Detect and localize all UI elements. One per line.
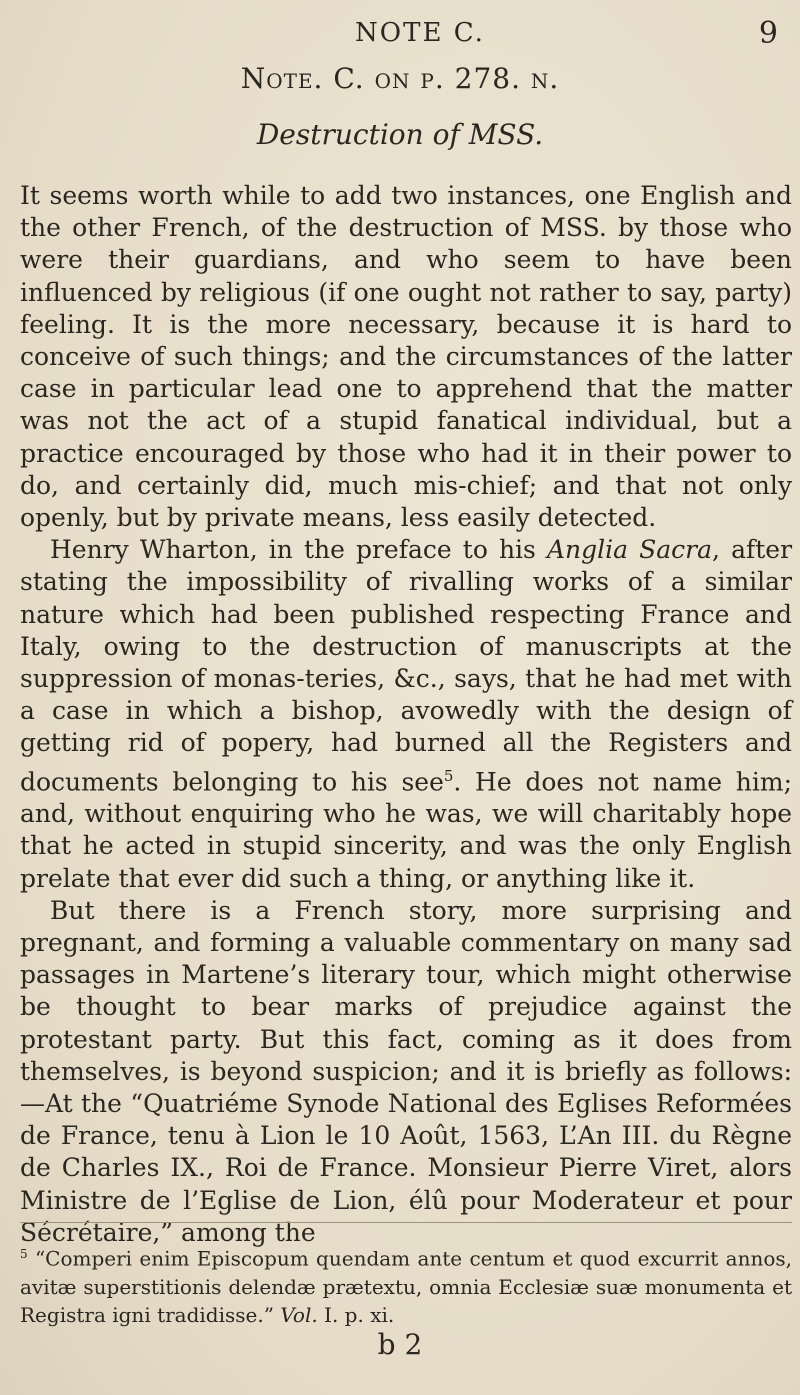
footnote-rule (20, 1222, 792, 1223)
paragraph-2-part-2: , after stating the impossibility of rivalling works of a similar nature which had been published respecting France and Italy, owing to the destruction of manuscripts at the suppression of monas-teries, &c., says, that he had met with a case in which a bishop, avowedly with the design of getting rid of popery, had burned all the Registers and documents belonging to his see (20, 535, 793, 796)
footnote-text: “Comperi enim Episcopum quendam ante centum et quod excurrit annos, avitæ superstitionis delendæ prætextu, omnia Ecclesiæ suæ monumenta et Registra igni tradidisse.” (20, 1246, 792, 1327)
footnote (20, 1240, 792, 1329)
footnote-number: 5 (20, 1247, 28, 1261)
footnote-source-vol: Vol. (280, 1302, 318, 1327)
running-title: NOTE C. (355, 18, 485, 48)
signature-mark: b 2 (377, 1328, 423, 1361)
paragraph-3: But there is a French story, more surprising and pregnant, and forming a valuable commentary on many sad passages in Martene’s literary tour, which might otherwise be thought to bear marks of prejudice against the protestant party. But this fact, coming as it does from themselves, is beyond suspicion; and it is briefly as follows:—At the “Quatriéme Synode National des Eglises Reformées de France, tenu à Lion le 10 Août, 1563, L’An III. du Règne de Charles IX., Roi de France. Monsieur Pierre Viret, alors Ministre de l’Eglise de Lion, élû pour Moderateur et pour Sécrétaire,” among the (20, 895, 792, 1247)
footnote-reference: 5 (443, 766, 454, 785)
paragraph-2-part-1: Henry Wharton, in the preface to his (50, 535, 547, 565)
page-number: 9 (758, 16, 778, 51)
running-head (0, 14, 800, 54)
body-text (20, 180, 792, 1249)
note-subtitle: Destruction of MSS. (256, 118, 544, 151)
note-heading: Note. C. on p. 278. n. (240, 62, 560, 95)
paragraph-2 (20, 534, 792, 895)
footnote-source-page: I. p. xi. (317, 1302, 395, 1327)
paragraph-2-part-3: . He does not name him; and, without enquiring who he was, we will charitably hope that he acted in stupid sincerity, and was the only English prelate that ever did such a thing, or anything like it. (20, 766, 792, 893)
paragraph-1: It seems worth while to add two instances, one English and the other French, of the destruction of MSS. by those who were their guardians, and who seem to have been influenced by religious (if one ought not rather to say, party) feeling. It is the more necessary, because it is hard to conceive of such things; and the circumstances of the latter case in particular lead one to apprehend that the matter was not the act of a stupid fanatical individual, but a practice encouraged by those who had it in their power to do, and certainly did, much mis-chief; and that not only openly, but by private means, less easily detected. (20, 181, 792, 533)
book-title-anglia-sacra: Anglia Sacra (546, 535, 713, 565)
